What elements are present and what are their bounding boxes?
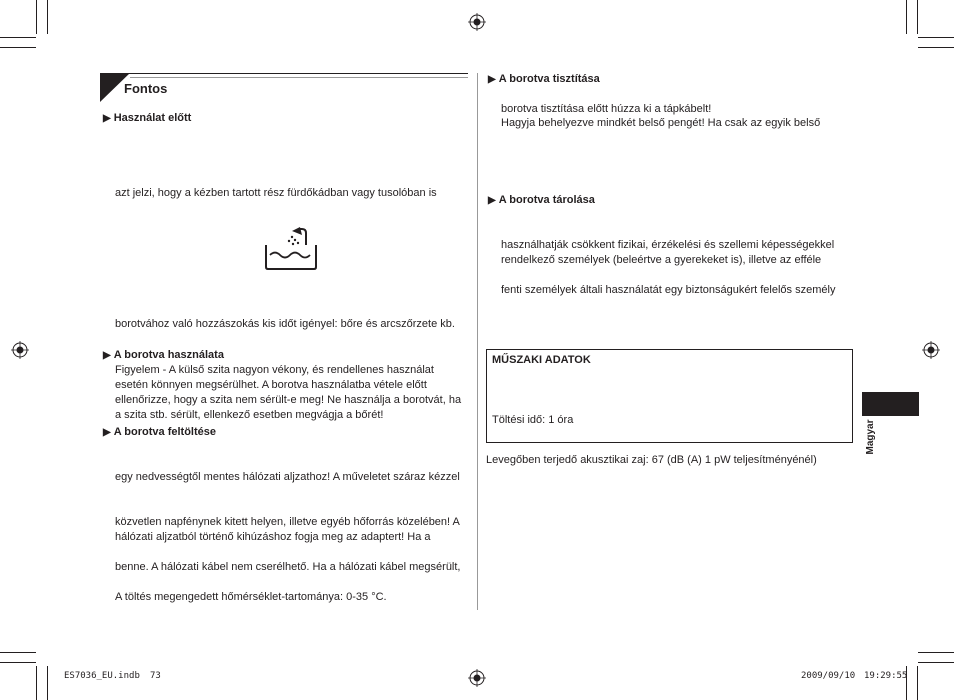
specs-charging-time: Töltési idő: 1 óra xyxy=(492,414,574,426)
arrow-right-icon: ▶ xyxy=(488,74,496,85)
cleaning-line: borotva tisztítása előtt húzza ki a tápkábelt! xyxy=(501,103,712,115)
arrow-right-icon: ▶ xyxy=(103,427,111,438)
skin-line: borotvához való hozzászokás kis időt igényel: bőre és arcszőrzete kb. xyxy=(115,318,455,330)
charging-line: egy nedvességtől mentes hálózati aljzathoz! A műveletet száraz kézzel xyxy=(115,471,460,483)
arrow-right-icon: ▶ xyxy=(488,195,496,206)
registration-mark-right-icon xyxy=(922,341,940,359)
noise-line: Levegőben terjedő akusztikai zaj: 67 (dB (A) 1 pW teljesítményénél) xyxy=(486,454,817,466)
using-line: a szita stb. sérült, ellenkező esetben megvágja a bőrét! xyxy=(115,409,384,421)
charging-line: A töltés megengedett hőmérséklet-tartománya: 0-35 °C. xyxy=(115,591,387,603)
registration-mark-left-icon xyxy=(11,341,29,359)
using-heading: ▶ A borotva használata xyxy=(103,349,224,361)
cleaning-heading: ▶ A borotva tisztítása xyxy=(488,73,600,85)
bath-shower-icon xyxy=(262,225,320,271)
language-label: Magyar xyxy=(865,419,876,455)
charging-line: benne. A hálózati kábel nem cserélhető. Ha a hálózati kábel megsérült, xyxy=(115,561,461,573)
column-divider xyxy=(477,73,478,610)
charging-heading: ▶ A borotva feltöltése xyxy=(103,426,216,438)
cleaning-line: Hagyja behelyezve mindkét belső pengét! Ha csak az egyik belső xyxy=(501,117,821,129)
footer-time: 19:29:55 xyxy=(864,671,908,681)
registration-mark-top-icon xyxy=(468,13,486,31)
footer-page: 73 xyxy=(150,671,161,681)
charging-line: hálózati aljzatból történő kihúzáshoz fogja meg az adaptert! Ha a xyxy=(115,531,431,543)
charging-line: közvetlen napfénynek kitett helyen, illetve egyéb hőforrás közelében! A xyxy=(115,516,460,528)
registration-mark-bottom-icon xyxy=(468,669,486,687)
section-rule xyxy=(100,73,468,74)
storage-line: fenti személyek általi használatát egy biztonságukért felelős személy xyxy=(501,284,836,296)
using-line: esetén könnyen megsérülhet. A borotva használatba vétele előtt xyxy=(115,379,427,391)
footer-date: 2009/09/10 xyxy=(801,671,856,681)
specs-title: MŰSZAKI ADATOK xyxy=(492,354,591,366)
arrow-right-icon: ▶ xyxy=(103,113,111,124)
footer-file: ES7036_EU.indb xyxy=(64,671,140,681)
section-title: Fontos xyxy=(124,81,168,96)
section-rule-sub xyxy=(130,77,468,78)
using-line: ellenőrizze, hogy a szita nem sérült-e meg! Ne használja a borotvát, ha xyxy=(115,394,462,406)
storage-line: rendelkező személyek (beleértve a gyerekeket is), illetve az efféle xyxy=(501,254,822,266)
before-use-heading: ▶ Használat előtt xyxy=(103,112,192,124)
storage-heading: ▶ A borotva tárolása xyxy=(488,194,595,206)
arrow-right-icon: ▶ xyxy=(103,350,111,361)
using-line: Figyelem - A külső szita nagyon vékony, és rendellenes használat xyxy=(115,364,434,376)
language-tab xyxy=(862,392,919,416)
storage-line: használhatják csökkent fizikai, érzékelési és szellemi képességekkel xyxy=(501,239,835,251)
bath-warning-line: azt jelzi, hogy a kézben tartott rész fürdőkádban vagy tusolóban is xyxy=(115,187,437,199)
specs-box xyxy=(486,349,853,443)
